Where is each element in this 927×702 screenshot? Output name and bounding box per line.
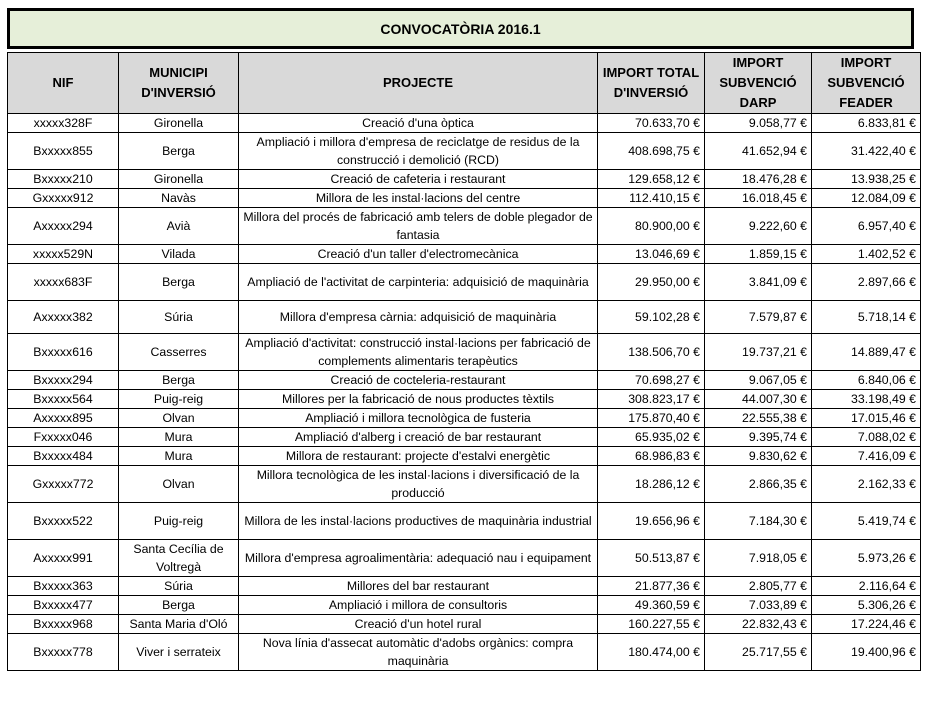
subvencio-darp-cell: 19.737,21 € <box>705 334 812 371</box>
subvencio-feader-cell: 6.833,81 € <box>812 114 921 133</box>
projecte-cell: Ampliació i millora de consultoris <box>239 596 598 615</box>
projecte-cell: Ampliació d'alberg i creació de bar restaurant <box>239 428 598 447</box>
nif-cell: xxxxx683F <box>8 264 119 301</box>
table-row <box>8 428 921 447</box>
table-body <box>8 114 921 671</box>
projecte-cell: Millora tecnològica de les instal·lacions i diversificació de la producció <box>239 466 598 503</box>
subvencio-darp-cell: 9.067,05 € <box>705 371 812 390</box>
municipi-cell: Gironella <box>119 170 239 189</box>
projecte-cell: Millora del procés de fabricació amb telers de doble plegador de fantasia <box>239 208 598 245</box>
projecte-cell: Millora de restaurant: projecte d'estalvi energètic <box>239 447 598 466</box>
import-total-cell: 80.900,00 € <box>598 208 705 245</box>
projecte-cell: Nova línia d'assecat automàtic d'adobs orgànics: compra maquinària <box>239 634 598 671</box>
municipi-cell: Berga <box>119 371 239 390</box>
subvencio-feader-cell: 5.973,26 € <box>812 540 921 577</box>
table-row <box>8 133 921 170</box>
header-subvencio-feader: IMPORT SUBVENCIÓ FEADER <box>812 53 921 114</box>
nif-cell: Bxxxxx968 <box>8 615 119 634</box>
grants-table <box>7 52 921 671</box>
import-total-cell: 65.935,02 € <box>598 428 705 447</box>
projecte-cell: Creació d'una òptica <box>239 114 598 133</box>
municipi-cell: Berga <box>119 264 239 301</box>
subvencio-darp-cell: 2.805,77 € <box>705 577 812 596</box>
import-total-cell: 408.698,75 € <box>598 133 705 170</box>
municipi-cell: Súria <box>119 301 239 334</box>
table-row <box>8 466 921 503</box>
subvencio-feader-cell: 5.419,74 € <box>812 503 921 540</box>
nif-cell: Axxxxx294 <box>8 208 119 245</box>
subvencio-feader-cell: 13.938,25 € <box>812 170 921 189</box>
projecte-cell: Ampliació i millora tecnològica de fusteria <box>239 409 598 428</box>
import-total-cell: 19.656,96 € <box>598 503 705 540</box>
table-row <box>8 301 921 334</box>
nif-cell: xxxxx529N <box>8 245 119 264</box>
import-total-cell: 308.823,17 € <box>598 390 705 409</box>
import-total-cell: 160.227,55 € <box>598 615 705 634</box>
subvencio-feader-cell: 7.416,09 € <box>812 447 921 466</box>
municipi-cell: Puig-reig <box>119 503 239 540</box>
municipi-cell: Mura <box>119 447 239 466</box>
table-row <box>8 615 921 634</box>
subvencio-darp-cell: 41.652,94 € <box>705 133 812 170</box>
projecte-cell: Millora de les instal·lacions del centre <box>239 189 598 208</box>
subvencio-feader-cell: 12.084,09 € <box>812 189 921 208</box>
import-total-cell: 50.513,87 € <box>598 540 705 577</box>
subvencio-darp-cell: 1.859,15 € <box>705 245 812 264</box>
subvencio-darp-cell: 22.832,43 € <box>705 615 812 634</box>
municipi-cell: Vilada <box>119 245 239 264</box>
subvencio-feader-cell: 1.402,52 € <box>812 245 921 264</box>
nif-cell: Axxxxx382 <box>8 301 119 334</box>
table-row <box>8 390 921 409</box>
import-total-cell: 180.474,00 € <box>598 634 705 671</box>
table-row <box>8 596 921 615</box>
table-row <box>8 540 921 577</box>
municipi-cell: Casserres <box>119 334 239 371</box>
municipi-cell: Avià <box>119 208 239 245</box>
subvencio-feader-cell: 31.422,40 € <box>812 133 921 170</box>
table-title: CONVOCATÒRIA 2016.1 <box>7 8 914 49</box>
nif-cell: Gxxxxx772 <box>8 466 119 503</box>
projecte-cell: Ampliació d'activitat: construcció instal·lacions per fabricació de complements alimentaris terapèutics <box>239 334 598 371</box>
subvencio-darp-cell: 2.866,35 € <box>705 466 812 503</box>
subvencio-darp-cell: 7.918,05 € <box>705 540 812 577</box>
subvencio-feader-cell: 33.198,49 € <box>812 390 921 409</box>
municipi-cell: Súria <box>119 577 239 596</box>
import-total-cell: 68.986,83 € <box>598 447 705 466</box>
table-row <box>8 577 921 596</box>
import-total-cell: 21.877,36 € <box>598 577 705 596</box>
table-row <box>8 447 921 466</box>
subvencio-darp-cell: 18.476,28 € <box>705 170 812 189</box>
municipi-cell: Puig-reig <box>119 390 239 409</box>
import-total-cell: 29.950,00 € <box>598 264 705 301</box>
nif-cell: Bxxxxx522 <box>8 503 119 540</box>
import-total-cell: 112.410,15 € <box>598 189 705 208</box>
import-total-cell: 13.046,69 € <box>598 245 705 264</box>
nif-cell: Bxxxxx210 <box>8 170 119 189</box>
table-row <box>8 503 921 540</box>
header-nif: NIF <box>8 53 119 114</box>
municipi-cell: Olvan <box>119 466 239 503</box>
nif-cell: Axxxxx895 <box>8 409 119 428</box>
subvencio-darp-cell: 9.830,62 € <box>705 447 812 466</box>
header-import-total: IMPORT TOTAL D'INVERSIÓ <box>598 53 705 114</box>
projecte-cell: Creació d'un hotel rural <box>239 615 598 634</box>
header-subvencio-darp: IMPORT SUBVENCIÓ DARP <box>705 53 812 114</box>
import-total-cell: 129.658,12 € <box>598 170 705 189</box>
nif-cell: Bxxxxx616 <box>8 334 119 371</box>
table-row <box>8 264 921 301</box>
subvencio-feader-cell: 6.957,40 € <box>812 208 921 245</box>
header-municipi: MUNICIPI D'INVERSIÓ <box>119 53 239 114</box>
projecte-cell: Ampliació de l'activitat de carpinteria: adquisició de maquinària <box>239 264 598 301</box>
nif-cell: Bxxxxx363 <box>8 577 119 596</box>
municipi-cell: Berga <box>119 596 239 615</box>
subvencio-feader-cell: 2.116,64 € <box>812 577 921 596</box>
table-row <box>8 334 921 371</box>
import-total-cell: 49.360,59 € <box>598 596 705 615</box>
table-row <box>8 245 921 264</box>
subvencio-feader-cell: 17.015,46 € <box>812 409 921 428</box>
nif-cell: Fxxxxx046 <box>8 428 119 447</box>
subvencio-feader-cell: 17.224,46 € <box>812 615 921 634</box>
projecte-cell: Creació d'un taller d'electromecànica <box>239 245 598 264</box>
subvencio-darp-cell: 3.841,09 € <box>705 264 812 301</box>
nif-cell: Bxxxxx564 <box>8 390 119 409</box>
municipi-cell: Berga <box>119 133 239 170</box>
import-total-cell: 70.698,27 € <box>598 371 705 390</box>
subvencio-darp-cell: 7.579,87 € <box>705 301 812 334</box>
subvencio-feader-cell: 19.400,96 € <box>812 634 921 671</box>
projecte-cell: Ampliació i millora d'empresa de reciclatge de residus de la construcció i demolició (RCD) <box>239 133 598 170</box>
subvencio-feader-cell: 5.718,14 € <box>812 301 921 334</box>
table-row <box>8 634 921 671</box>
header-projecte: PROJECTE <box>239 53 598 114</box>
projecte-cell: Millora d'empresa agroalimentària: adequació nau i equipament <box>239 540 598 577</box>
nif-cell: Bxxxxx294 <box>8 371 119 390</box>
municipi-cell: Mura <box>119 428 239 447</box>
projecte-cell: Millora d'empresa càrnia: adquisició de maquinària <box>239 301 598 334</box>
table-row <box>8 114 921 133</box>
projecte-cell: Creació de cafeteria i restaurant <box>239 170 598 189</box>
nif-cell: Axxxxx991 <box>8 540 119 577</box>
municipi-cell: Navàs <box>119 189 239 208</box>
nif-cell: Bxxxxx477 <box>8 596 119 615</box>
table-row <box>8 409 921 428</box>
subvencio-feader-cell: 2.897,66 € <box>812 264 921 301</box>
projecte-cell: Creació de cocteleria-restaurant <box>239 371 598 390</box>
subvencio-darp-cell: 7.033,89 € <box>705 596 812 615</box>
subvencio-feader-cell: 7.088,02 € <box>812 428 921 447</box>
subvencio-feader-cell: 2.162,33 € <box>812 466 921 503</box>
nif-cell: Bxxxxx484 <box>8 447 119 466</box>
nif-cell: Gxxxxx912 <box>8 189 119 208</box>
municipi-cell: Olvan <box>119 409 239 428</box>
subvencio-darp-cell: 16.018,45 € <box>705 189 812 208</box>
import-total-cell: 70.633,70 € <box>598 114 705 133</box>
subvencio-darp-cell: 9.395,74 € <box>705 428 812 447</box>
nif-cell: xxxxx328F <box>8 114 119 133</box>
table-row <box>8 170 921 189</box>
projecte-cell: Millora de les instal·lacions productives de maquinària industrial <box>239 503 598 540</box>
subvencio-darp-cell: 7.184,30 € <box>705 503 812 540</box>
subvencio-darp-cell: 44.007,30 € <box>705 390 812 409</box>
projecte-cell: Millores per la fabricació de nous productes tèxtils <box>239 390 598 409</box>
subvencio-feader-cell: 14.889,47 € <box>812 334 921 371</box>
nif-cell: Bxxxxx778 <box>8 634 119 671</box>
header-row <box>8 53 921 114</box>
municipi-cell: Gironella <box>119 114 239 133</box>
subvencio-darp-cell: 25.717,55 € <box>705 634 812 671</box>
table-row <box>8 208 921 245</box>
subvencio-feader-cell: 5.306,26 € <box>812 596 921 615</box>
subvencio-feader-cell: 6.840,06 € <box>812 371 921 390</box>
nif-cell: Bxxxxx855 <box>8 133 119 170</box>
subvencio-darp-cell: 9.222,60 € <box>705 208 812 245</box>
municipi-cell: Santa Maria d'Oló <box>119 615 239 634</box>
import-total-cell: 59.102,28 € <box>598 301 705 334</box>
subvencio-darp-cell: 9.058,77 € <box>705 114 812 133</box>
projecte-cell: Millores del bar restaurant <box>239 577 598 596</box>
municipi-cell: Viver i serrateix <box>119 634 239 671</box>
municipi-cell: Santa Cecília de Voltregà <box>119 540 239 577</box>
table-row <box>8 371 921 390</box>
import-total-cell: 138.506,70 € <box>598 334 705 371</box>
import-total-cell: 175.870,40 € <box>598 409 705 428</box>
import-total-cell: 18.286,12 € <box>598 466 705 503</box>
table-row <box>8 189 921 208</box>
subvencio-darp-cell: 22.555,38 € <box>705 409 812 428</box>
